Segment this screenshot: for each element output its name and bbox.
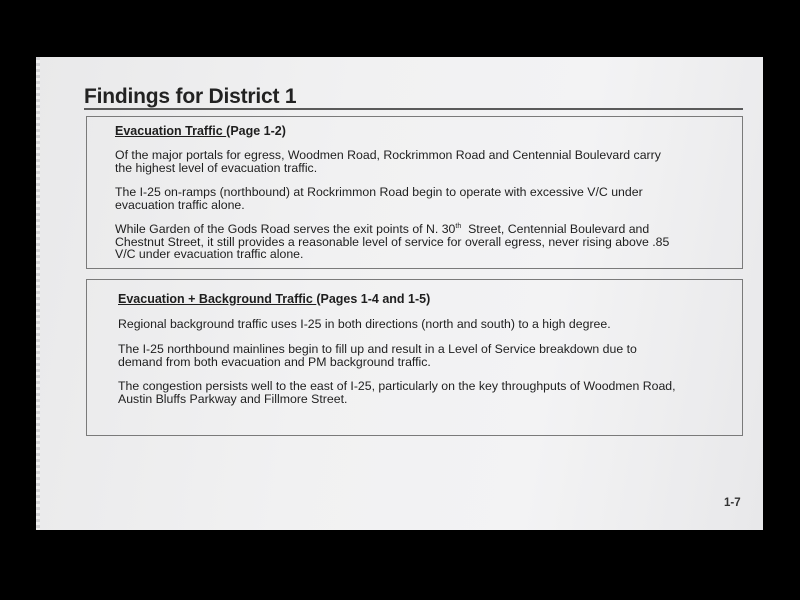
paragraph bbox=[118, 380, 676, 405]
page-number: 1-7 bbox=[724, 497, 741, 509]
paragraph-line: Austin Bluffs Parkway and Fillmore Street. bbox=[118, 391, 348, 406]
paragraph bbox=[115, 223, 669, 261]
section-heading-pages: (Page 1-2) bbox=[226, 124, 286, 138]
paragraph bbox=[118, 343, 637, 368]
paragraph-line: The congestion persists well to the east of I-25, particularly on the key throughputs of Woodmen Road, bbox=[118, 379, 676, 393]
paragraph-line: Regional background traffic uses I-25 in both directions (north and south) to a high degree. bbox=[118, 317, 611, 331]
paragraph-line: The I-25 northbound mainlines begin to fill up and result in a Level of Service breakdown due to bbox=[118, 342, 637, 356]
evacuation-traffic-section bbox=[86, 116, 743, 269]
text-span: Street, Centennial Boulevard and bbox=[461, 222, 650, 236]
document-page bbox=[36, 57, 763, 530]
page-title: Findings for District 1 bbox=[84, 85, 297, 108]
paragraph-line: the highest level of evacuation traffic. bbox=[115, 160, 318, 175]
title-divider bbox=[84, 108, 743, 110]
paragraph-line: demand from both evacuation and PM background traffic. bbox=[118, 354, 431, 369]
paragraph-line: evacuation traffic alone. bbox=[115, 197, 245, 212]
superscript: th bbox=[455, 222, 462, 230]
paragraph-line: Chestnut Street, it still provides a reasonable level of service for overall egress, never rising above .85 bbox=[115, 234, 670, 249]
paragraph-line: The I-25 on-ramps (northbound) at Rockrimmon Road begin to operate with excessive V/C under bbox=[115, 185, 643, 199]
section-heading bbox=[118, 292, 430, 306]
paragraph bbox=[118, 318, 611, 331]
text-span: While Garden of the Gods Road serves the exit points of N. 30 bbox=[115, 222, 456, 236]
paragraph bbox=[115, 186, 643, 211]
section-heading-title: Evacuation + Background Traffic bbox=[118, 292, 317, 306]
section-heading-title: Evacuation Traffic bbox=[115, 124, 227, 138]
paragraph bbox=[115, 149, 661, 174]
paragraph-line: V/C under evacuation traffic alone. bbox=[115, 247, 304, 261]
section-heading-pages: (Pages 1-4 and 1-5) bbox=[316, 292, 431, 306]
section-heading bbox=[115, 124, 286, 138]
paragraph-line: Of the major portals for egress, Woodmen Road, Rockrimmon Road and Centennial Boulevard carry bbox=[115, 148, 661, 162]
evacuation-background-traffic-section bbox=[86, 279, 743, 436]
paragraph-line bbox=[115, 223, 669, 236]
